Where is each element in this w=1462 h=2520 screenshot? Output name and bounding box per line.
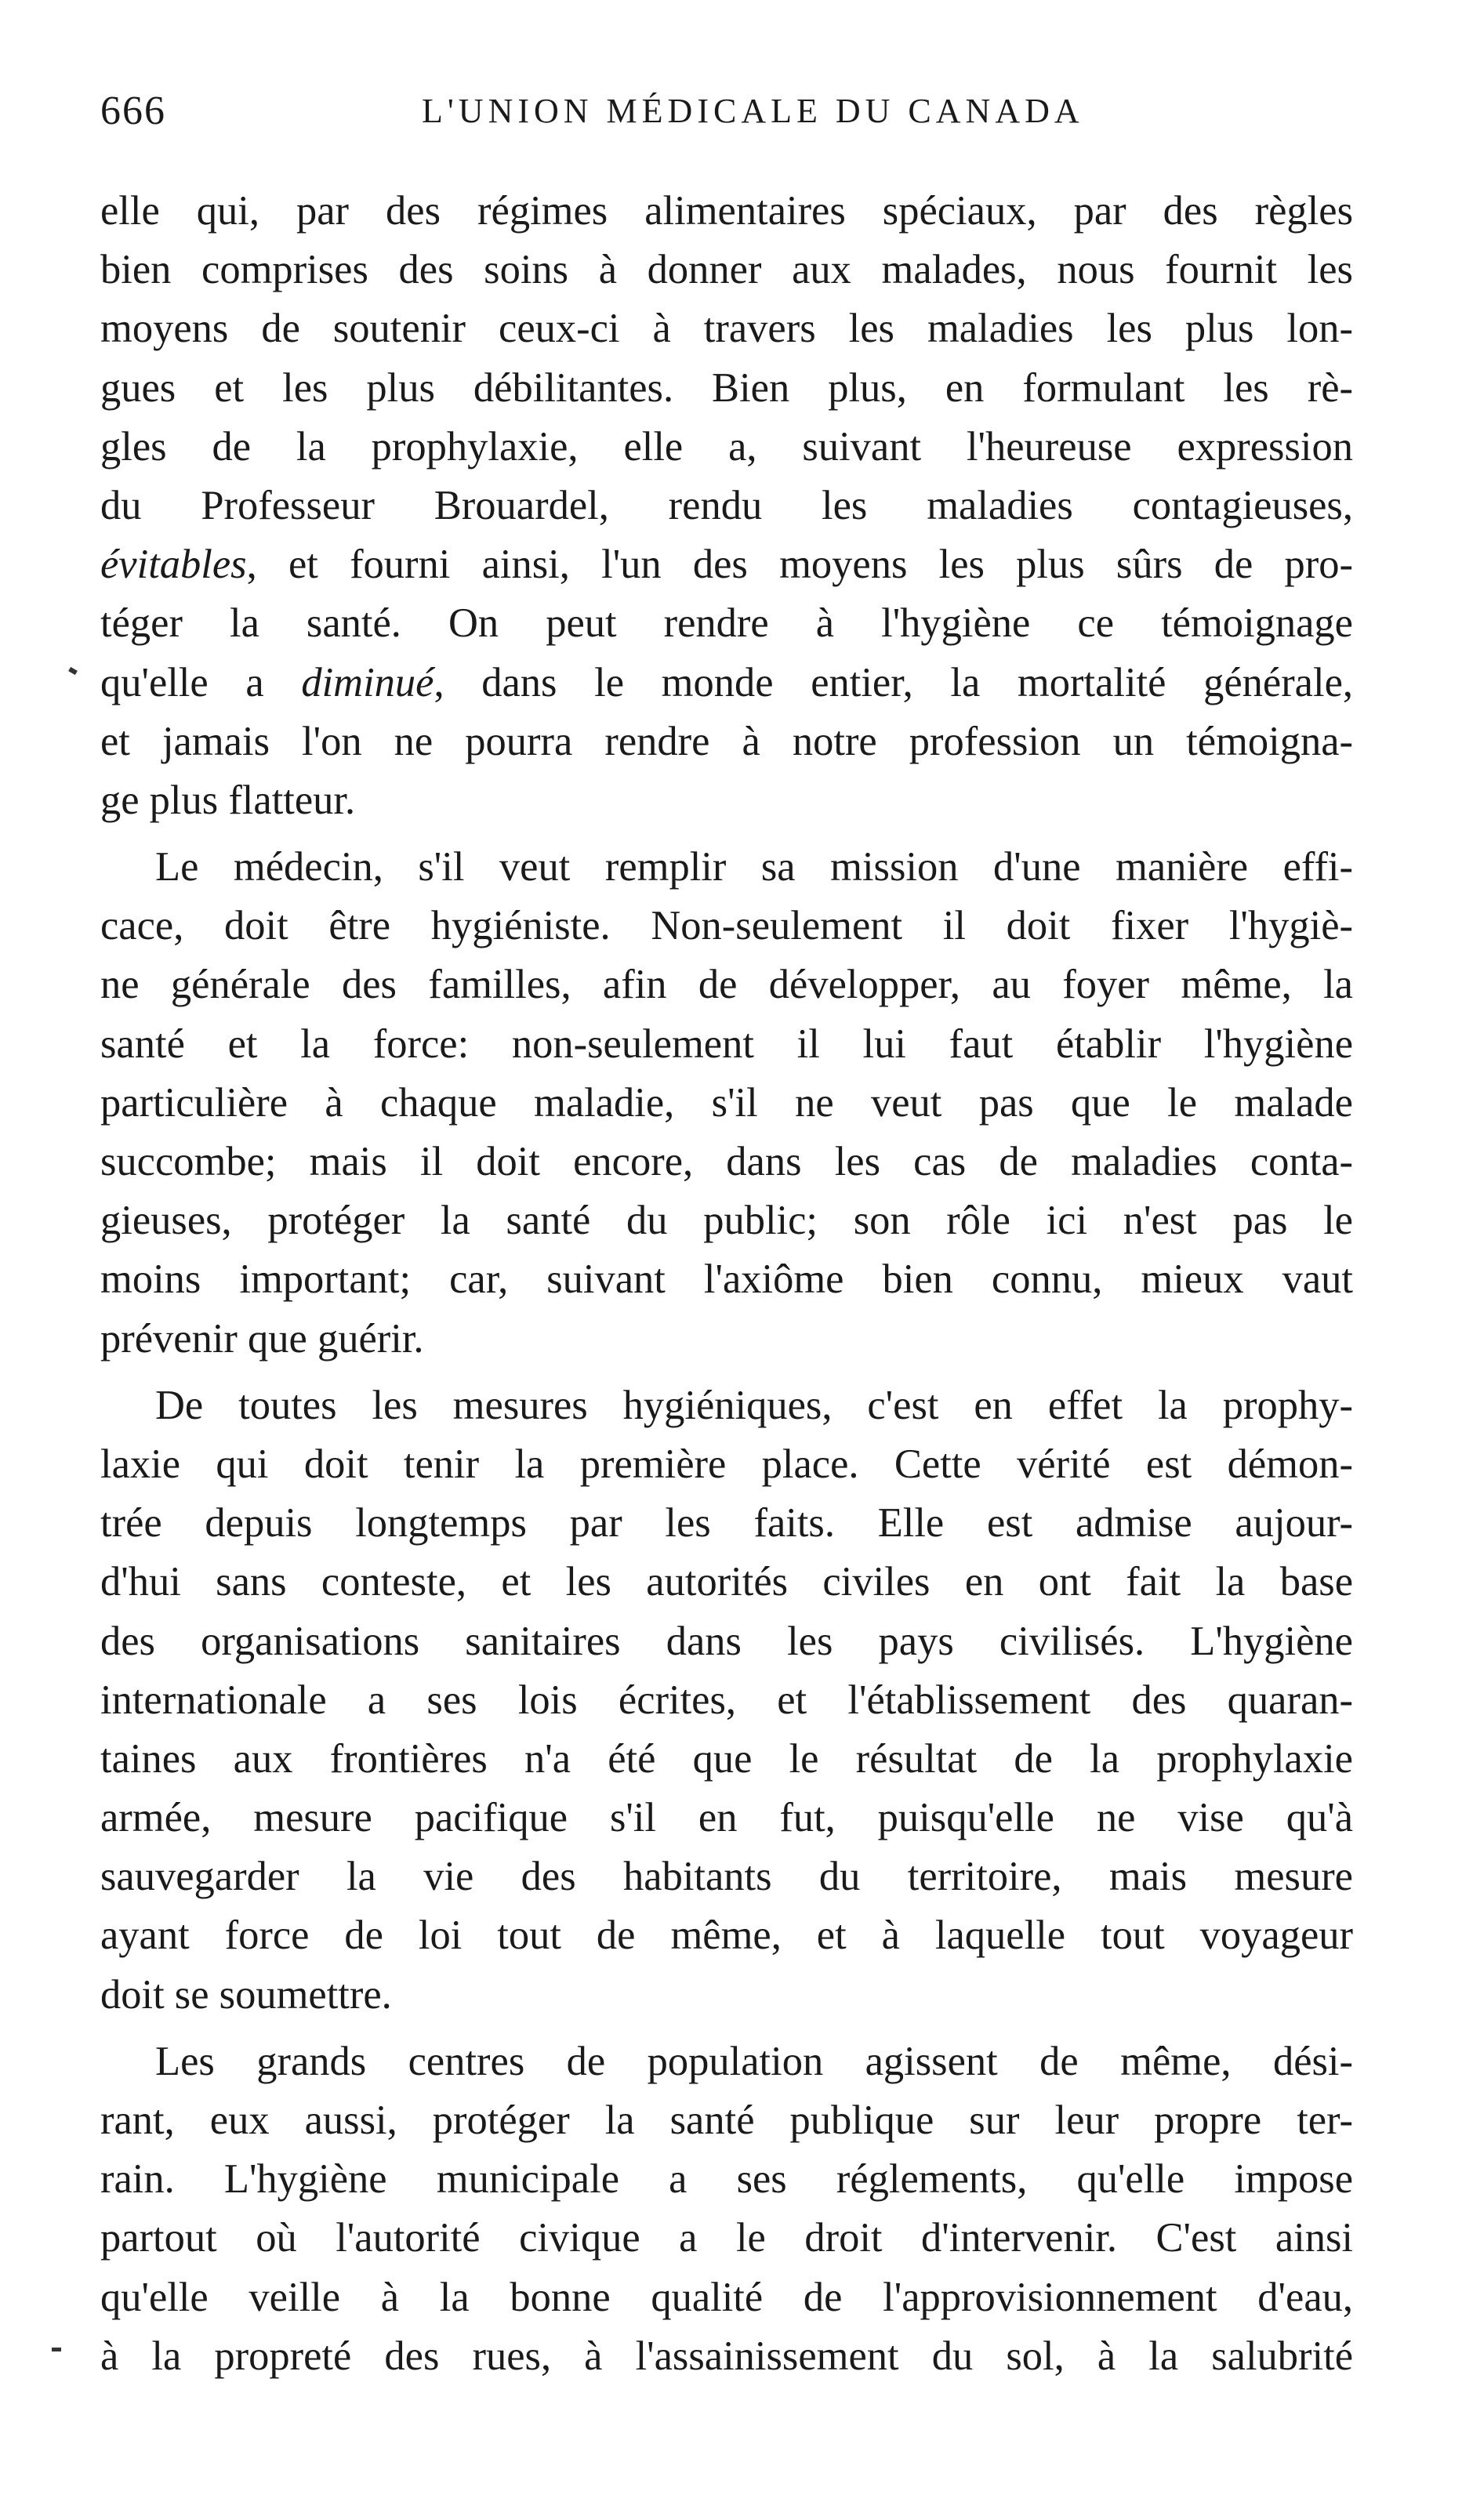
text-line: prévenir que guérir. [100,1315,424,1362]
margin-mark [68,667,78,675]
text-line: cace, doit être hygiéniste. Non-seulement il doit fixer l'hygiè- [100,903,1353,949]
text-line: taines aux frontières n'a été que le résultat de la prophylaxie [100,1735,1353,1782]
text-line: bien comprises des soins à donner aux malades, nous fournit les [100,247,1353,293]
text-line: du Professeur Brouardel, rendu les maladies contagieuses, [100,482,1353,528]
text-line: santé et la force: non-seulement il lui faut établir l'hygiène [100,1021,1353,1067]
paragraph [100,1376,1353,2025]
text-line: qu'elle a diminué, dans le monde entier, la mortalité générale, [100,659,1353,705]
text-line: partout où l'autorité civique a le droit d'intervenir. C'est ainsi [100,2215,1353,2261]
text-line: des organisations sanitaires dans les pays civilisés. L'hygiène [100,1618,1353,1664]
text-line: téger la santé. On peut rendre à l'hygiène ce témoignage [100,600,1353,647]
text-line: internationale a ses lois écrites, et l'établissement des quaran- [100,1677,1353,1723]
text-line: De toutes les mesures hygiéniques, c'est en effet la prophy- [155,1382,1353,1428]
text-line: sauvegarder la vie des habitants du territoire, mais mesure [100,1854,1353,1900]
text-line: rant, eux aussi, protéger la santé publique sur leur propre ter- [100,2098,1353,2143]
text-line: moyens de soutenir ceux-ci à travers les maladies les plus lon- [100,306,1353,352]
text-line: doit se soumettre. [100,1971,392,2018]
text-line: particulière à chaque maladie, s'il ne veut pas que le malade [100,1079,1353,1126]
text-line: évitables, et fourni ainsi, l'un des moyens les plus sûrs de pro- [100,542,1353,588]
text-line: ayant force de loi tout de même, et à laquelle tout voyageur [100,1913,1353,1959]
text-line: laxie qui doit tenir la première place. Cette vérité est démon- [100,1441,1353,1487]
text-line: d'hui sans conteste, et les autorités civiles en ont fait la base [100,1559,1353,1605]
margin-mark [52,2348,61,2351]
paragraph [100,2032,1353,2386]
text-line: ne générale des familles, afin de développer, au foyer même, la [100,962,1353,1008]
text-line: ge plus flatteur. [100,777,356,823]
emphasis: évitables [100,542,247,588]
text-line: et jamais l'on ne pourra rendre à notre profession un témoigna- [100,718,1353,764]
text-line: succombe; mais il doit encore, dans les cas de maladies conta- [100,1139,1353,1184]
text-line: trée depuis longtemps par les faits. Elle est admise aujour- [100,1500,1353,1546]
text-line: armée, mesure pacifique s'il en fut, puisqu'elle ne vise qu'à [100,1795,1353,1841]
paragraph [100,182,1353,830]
page-header [100,88,1355,150]
text-line: gues et les plus débilitantes. Bien plus, en formulant les rè- [100,364,1353,411]
text-line: elle qui, par des régimes alimentaires spéciaux, par des règles [100,188,1353,234]
body-text [100,182,1353,2386]
text-line: gieuses, protéger la santé du public; son rôle ici n'est pas le [100,1198,1353,1244]
emphasis: diminué [301,659,434,705]
text-line: gles de la prophylaxie, elle a, suivant l'heureuse expression [100,423,1353,470]
text-line: à la propreté des rues, à l'assainissement du sol, à la salubrité [100,2333,1353,2379]
running-head: L'UNION MÉDICALE DU CANADA [422,92,1084,130]
text-line: Les grands centres de population agissent de même, dési- [155,2038,1353,2084]
text-line: moins important; car, suivant l'axiôme bien connu, mieux vaut [100,1256,1353,1303]
text-line: rain. L'hygiène municipale a ses réglements, qu'elle impose [100,2156,1353,2203]
page-number: 666 [100,89,166,133]
text-line: Le médecin, s'il veut remplir sa mission d'une manière effi- [155,844,1353,890]
paragraph [100,838,1353,1369]
text-line: qu'elle veille à la bonne qualité de l'approvisionnement d'eau, [100,2274,1353,2320]
